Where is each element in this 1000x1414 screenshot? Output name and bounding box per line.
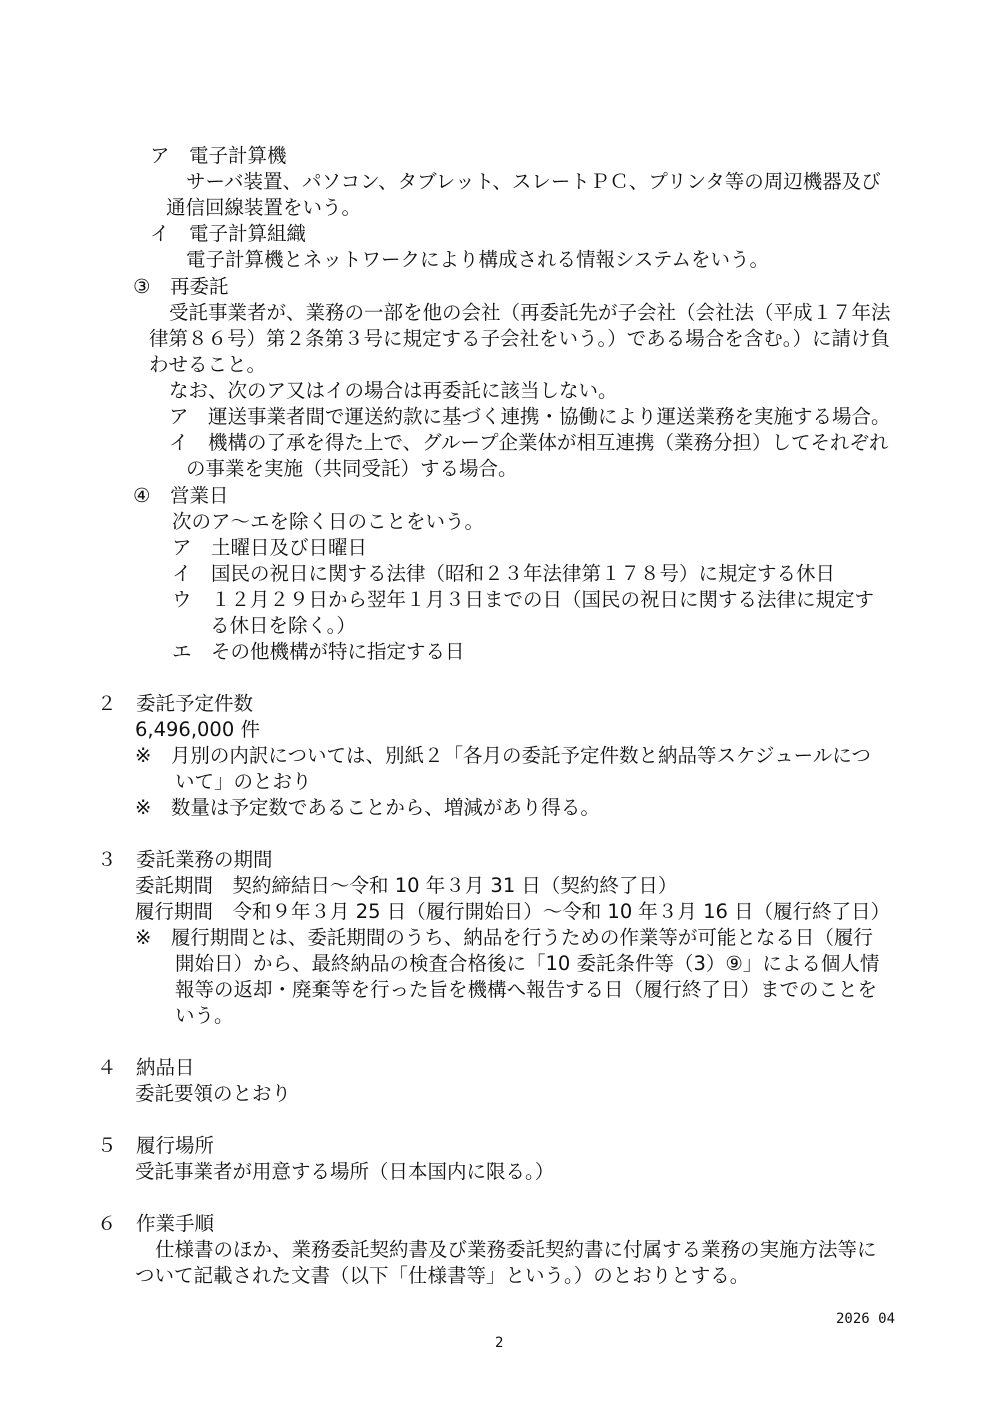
text-line: 6,496,000 件 bbox=[135, 718, 260, 741]
text-line: いて」のとおり bbox=[175, 770, 312, 793]
text-line: 委託要領のとおり bbox=[135, 1082, 292, 1105]
text-line: 通信回線装置をいう。 bbox=[166, 196, 362, 219]
text-line: サーバ装置、パソコン、タブレット、スレートＰＣ、プリンタ等の周辺機器及び bbox=[186, 170, 881, 193]
text-line: る休日を除く。） bbox=[210, 614, 356, 637]
text-line: 電子計算機とネットワークにより構成される情報システムをいう。 bbox=[186, 248, 770, 271]
section-heading: ６ 作業手順 bbox=[97, 1212, 215, 1235]
page-number: 2 bbox=[495, 1335, 504, 1351]
text-line: 仕様書のほか、業務委託契約書及び業務委託契約書に付属する業務の実施方法等に bbox=[155, 1238, 877, 1261]
text-line: なお、次のア又はイの場合は再委託に該当しない。 bbox=[169, 379, 618, 402]
text-line: 委託期間 契約締結日～令和 10 年３月 31 日（契約終了日） bbox=[135, 874, 678, 897]
section-heading: ５ 履行場所 bbox=[97, 1134, 215, 1157]
note-line: ※ 数量は予定数であることから、増減があり得る。 bbox=[135, 796, 600, 819]
text-line: エ その他機構が特に指定する日 bbox=[172, 640, 465, 663]
text-line: 受託事業者が用意する場所（日本国内に限る。） bbox=[135, 1160, 555, 1183]
text-line: ア 電子計算機 bbox=[150, 144, 287, 167]
note-line: ※ 履行期間とは、委託期間のうち、納品を行うための作業等が可能となる日（履行 bbox=[135, 926, 873, 949]
text-line: 律第８６号）第２条第３号に規定する子会社をいう。）である場合を含む。）に請け負 bbox=[149, 327, 891, 350]
section-heading: ４ 納品日 bbox=[97, 1056, 195, 1079]
text-line: イ 電子計算組織 bbox=[150, 222, 307, 245]
text-line: イ 国民の祝日に関する法律（昭和２３年法律第１７８号）に規定する休日 bbox=[172, 562, 836, 585]
text-line: 履行期間 令和９年３月 25 日（履行開始日）～令和 10 年３月 16 日（履行終了日） bbox=[135, 900, 891, 923]
text-line: ウ １２月２９日から翌年１月３日までの日（国民の祝日に関する法律に規定す bbox=[172, 588, 875, 611]
text-line: ア 運送事業者間で運送約款に基づく連携・協働により運送業務を実施する場合。 bbox=[169, 405, 891, 428]
text-line: 次のア～エを除く日のことをいう。 bbox=[172, 510, 485, 533]
text-line: 開始日）から、最終納品の検査合格後に「10 委託条件等（3）⑨」による個人情 bbox=[175, 952, 880, 975]
text-line: いう。 bbox=[175, 1004, 234, 1027]
section-heading: ３ 委託業務の期間 bbox=[97, 848, 273, 871]
section-heading: ２ 委託予定件数 bbox=[97, 692, 254, 715]
text-line: わせること。 bbox=[149, 353, 267, 376]
note-line: ※ 月別の内訳については、別紙２「各月の委託予定件数と納品等スケジュールにつ bbox=[135, 744, 871, 767]
document-code: 2026 04 bbox=[836, 1311, 896, 1327]
text-line: ついて記載された文書（以下「仕様書等」という。）のとおりとする。 bbox=[135, 1264, 750, 1287]
text-line: イ 機構の了承を得た上で、グループ企業体が相互連携（業務分担）してそれぞれ bbox=[169, 431, 889, 454]
text-line: 受託事業者が、業務の一部を他の会社（再委託先が子会社（会社法（平成１７年法 bbox=[169, 301, 891, 324]
text-line: 報等の返却・廃棄等を行った旨を機構へ報告する日（履行終了日）までのことを bbox=[175, 978, 878, 1001]
section-heading: ④ 営業日 bbox=[133, 484, 229, 507]
section-heading: ③ 再委託 bbox=[133, 275, 229, 298]
text-line: ア 土曜日及び日曜日 bbox=[172, 536, 368, 559]
text-line: の事業を実施（共同受託）する場合。 bbox=[186, 457, 518, 480]
